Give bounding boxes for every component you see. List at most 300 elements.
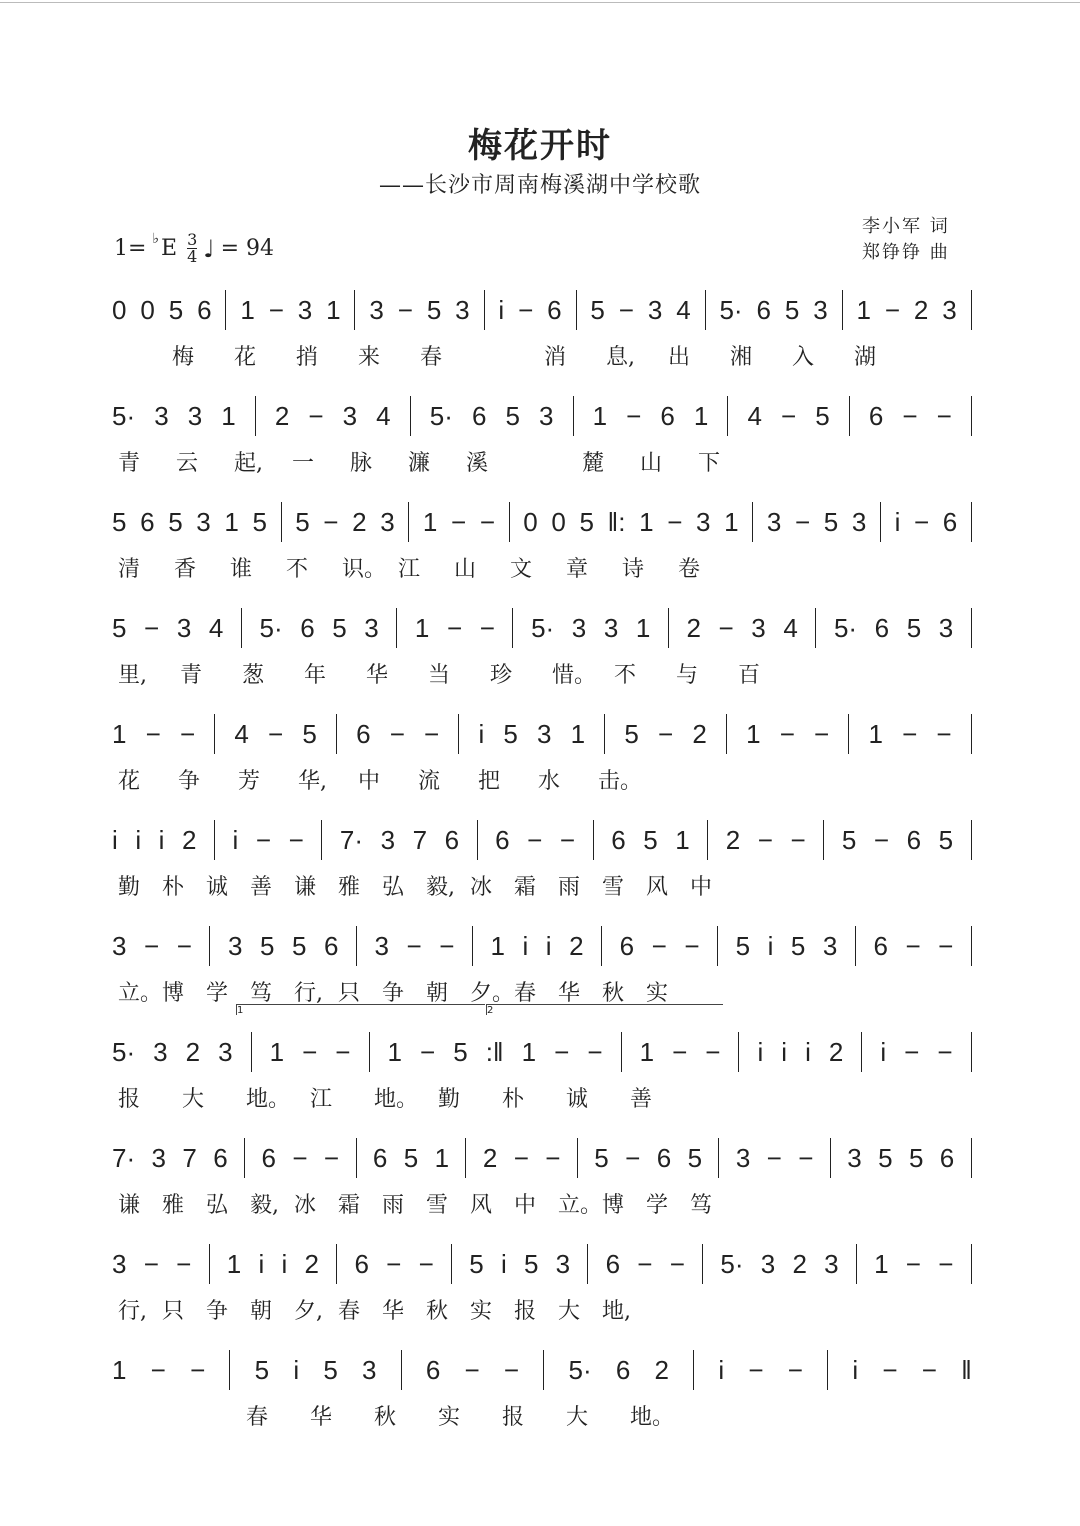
note: − [288,824,304,855]
note: − [464,1354,480,1385]
note: 5 [594,1142,609,1173]
note: − [938,1248,954,1279]
note: 4 [747,400,762,431]
lyrics-row [110,1082,990,1112]
note: 2 [274,400,290,431]
note: − [766,1142,782,1173]
barline [971,608,972,648]
barline [241,608,242,648]
note: 4 [376,400,391,431]
lyric-syllable: 秋 [602,981,625,1006]
lyric-syllable: 学 [646,1193,669,1218]
note: 5· [720,1248,744,1279]
lyric-syllable: 春 [246,1405,269,1430]
barline [726,714,727,754]
note: 5 [790,930,806,961]
barline [573,396,574,436]
lyric-syllable: 水 [538,769,561,794]
barline [601,926,602,966]
note: 3 [153,1036,168,1067]
barline [209,926,210,966]
note: 7· [112,1142,136,1173]
note: 6 [611,824,626,855]
barline [577,1138,578,1178]
barline [971,502,972,542]
note: 3 [766,506,782,537]
note: 1 [856,294,871,325]
note: − [323,506,339,537]
note: 6 [425,1354,441,1385]
note: − [323,1142,340,1173]
note: 5· [112,1036,136,1067]
barline [971,396,972,436]
barline [214,820,215,860]
lyrics-row [110,870,990,900]
score-row [112,1242,972,1286]
lyric-syllable: 朴 [162,875,185,900]
note: 5· [429,400,453,431]
note: i [232,824,239,855]
lyric-syllable: 大 [566,1405,589,1430]
note: 3 [374,930,389,961]
lyric-syllable: 江 [310,1087,333,1112]
note: i [500,1248,507,1279]
barline [668,608,669,648]
lyrics-row [110,658,990,688]
lyric-syllable: 湖 [854,345,877,370]
note: 1 [874,1248,889,1279]
barline [356,1138,357,1178]
note: − [936,400,952,431]
note: − [424,718,440,749]
lyric-syllable: 流 [418,769,441,794]
note: − [420,1036,436,1067]
lyric-syllable: 大 [558,1299,581,1324]
lyric-syllable: 与 [676,663,699,688]
note: 0 [551,506,566,537]
note: − [618,294,634,325]
note: − [790,824,806,855]
barline: ‖: [607,506,626,537]
note: − [176,930,192,961]
note: 3 [455,294,470,325]
note: − [718,612,734,643]
note: 7 [182,1142,197,1173]
note: 1 [414,612,430,643]
lyric-syllable: 来 [358,345,381,370]
note: 5 [453,1036,468,1067]
lyric-syllable: 笃 [250,981,273,1006]
barline [855,926,856,966]
note: 2 [913,294,929,325]
note: − [144,612,160,643]
lyric-syllable: 地, [602,1299,631,1324]
note: − [255,824,272,855]
barline [576,290,577,330]
note: 3 [196,506,211,537]
note: − [787,1354,803,1385]
lyric-syllable: 击。 [598,769,643,794]
note: i [281,1248,288,1279]
barline [971,1032,972,1072]
lyric-syllable: 实 [438,1405,461,1430]
note: 3 [813,294,828,325]
lyric-syllable: 冰 [470,875,493,900]
note: 5 [291,930,307,961]
note: 6 [939,1142,955,1173]
note: − [518,294,534,325]
lyric-syllable: 花 [234,345,257,370]
note: 1 [639,506,654,537]
top-rule [0,2,1080,3]
note: 5 [579,506,594,537]
lyric-syllable: 华 [366,663,389,688]
barline [815,608,816,648]
lyric-syllable: 实 [470,1299,493,1324]
barline: ‖ [961,1354,972,1385]
lyric-syllable: 雨 [382,1193,405,1218]
lyric-syllable: 息, [606,345,635,370]
note: 6 [323,930,339,961]
note: 6 [619,930,635,961]
note: 6 [656,1142,672,1173]
lyric-syllable: 春 [420,345,443,370]
lyric-syllable: 只 [162,1299,185,1324]
lyric-syllable: 地。 [246,1087,291,1112]
lyric-syllable: 雅 [162,1193,185,1218]
lyric-syllable: 风 [470,1193,493,1218]
lyrics-row [110,552,990,582]
note: − [179,718,196,749]
note: 3 [603,612,619,643]
note: 2 [654,1354,669,1385]
note: − [672,1036,688,1067]
note: 1 [724,506,739,537]
note: 6 [197,294,212,325]
lyric-syllable: 弘 [382,875,405,900]
lyric-syllable: 博 [162,981,185,1006]
note: − [626,400,642,431]
note: 5 [784,294,800,325]
note: − [658,718,674,749]
lyric-syllable: 诚 [206,875,229,900]
barline [321,820,322,860]
barline [727,396,728,436]
barline [451,1244,452,1284]
note: i [478,718,485,749]
lyric-syllable: 弘 [206,1193,229,1218]
note: − [190,1354,206,1385]
note: − [545,1142,561,1173]
score-row [112,818,972,862]
note: 6 [356,718,371,749]
note: i [718,1354,725,1385]
note: − [794,506,811,537]
note: − [302,1036,318,1067]
key-signature [114,232,274,265]
lyric-syllable: 学 [206,981,229,1006]
barline: :‖ [485,1036,504,1067]
barline [401,1350,402,1390]
note: 3 [696,506,711,537]
note: − [559,824,576,855]
barline [752,502,753,542]
note: 6 [372,1142,388,1173]
note: 0 [140,294,155,325]
note: 5 [815,400,830,431]
note: − [873,824,890,855]
score-row [112,606,972,650]
lyric-syllable: 年 [304,663,327,688]
lyric-syllable: 毅, [426,875,455,900]
lyric-syllable: 秋 [426,1299,449,1324]
note: 6 [942,506,958,537]
note: i [767,930,774,961]
lyric-syllable: 里, [118,663,147,688]
note: − [902,400,918,431]
note: i [781,1036,788,1067]
note: − [779,718,795,749]
note: − [937,1036,953,1067]
lyric-syllable: 濂 [408,451,431,476]
note: 5 [735,930,751,961]
note: 2 [686,612,701,643]
lyric-syllable: 香 [174,557,197,582]
note: 1 [570,718,586,749]
note: − [913,506,930,537]
note: 5 [168,506,183,537]
lyric-syllable: 湘 [730,345,753,370]
note: 1 [269,1036,285,1067]
barline [229,1350,230,1390]
lyric-syllable: 下 [698,451,721,476]
barline [214,714,215,754]
note: 1 [746,718,761,749]
volta-bracket-2: 2 [486,1004,723,1015]
score-row [112,500,972,544]
barline [971,290,972,330]
note: 5 [505,400,520,431]
note: 1 [868,718,883,749]
note: 3 [342,400,358,431]
note: 1 [635,612,651,643]
note: 5 [687,1142,703,1173]
note: 6 [213,1142,228,1173]
note: 7 [412,824,428,855]
note: i [852,1354,859,1385]
note: − [389,718,405,749]
lyric-syllable: 地。 [374,1087,419,1112]
lyrics-row [110,1294,990,1324]
lyric-syllable: 夕。 [470,981,515,1006]
note: 3 [938,612,954,643]
note: − [625,1142,641,1173]
note: − [921,1354,937,1385]
lyric-syllable: 谦 [118,1193,141,1218]
note: − [145,718,161,749]
lyric-syllable: 雅 [338,875,361,900]
note: i [545,930,552,961]
note: 6 [873,930,888,961]
lyric-syllable: 把 [478,769,501,794]
barline [971,714,972,754]
note: 3 [112,930,127,961]
note: 5 [254,1354,270,1385]
barline [356,926,357,966]
note: 4 [676,294,691,325]
note: 5· [259,612,283,643]
time-signature: $\frac{3}{4}$ [187,230,198,266]
note: 6 [868,400,884,431]
note: i [258,1248,265,1279]
lyric-syllable: 山 [454,557,477,582]
note: 1 [224,506,239,537]
note: − [527,824,543,855]
barline [408,502,409,542]
note: 6 [140,506,155,537]
note: 6 [354,1248,369,1279]
note: − [554,1036,570,1067]
lyric-syllable: 花 [118,769,141,794]
lyric-syllable: 中 [690,875,713,900]
lyric-syllable: 春 [338,1299,361,1324]
note: 3 [735,1142,751,1173]
note: 6 [660,400,675,431]
barline [477,820,478,860]
note: 3 [187,400,203,431]
barline [255,396,256,436]
barline [484,290,485,330]
lyric-syllable: 华 [310,1405,333,1430]
note: 6 [874,612,890,643]
note: − [587,1036,603,1067]
lyrics-row [110,764,990,794]
lyric-syllable: 谁 [230,557,253,582]
barline [823,820,824,860]
note: 5 [624,718,639,749]
note: − [150,1354,166,1385]
barline [369,1032,370,1072]
note: 4 [234,718,249,749]
lyric-syllable: 文 [510,557,533,582]
note: 5 [426,294,442,325]
note: 2 [725,824,741,855]
barline [971,926,972,966]
note: − [684,930,700,961]
note: 3 [751,612,766,643]
note: − [884,294,900,325]
lyric-syllable: 霜 [338,1193,361,1218]
note: 5 [112,506,127,537]
note: 6 [756,294,771,325]
lyric-syllable: 雪 [426,1193,449,1218]
lyric-syllable: 华 [382,1299,405,1324]
note: 3 [851,506,867,537]
note: − [479,506,495,537]
note: − [439,930,455,961]
note: − [814,718,830,749]
lyric-syllable: 争 [206,1299,229,1324]
barline [718,1138,719,1178]
note: 3 [364,612,379,643]
note: − [397,294,413,325]
note: 5 [323,1354,338,1385]
note: − [308,400,324,431]
lyric-syllable: 行, [118,1299,147,1324]
barline [738,1032,739,1072]
note: 3 [112,1248,127,1279]
lyric-syllable: 清 [118,557,141,582]
note: 5 [112,612,127,643]
note: − [335,1036,351,1067]
note: − [936,718,952,749]
note: 5 [590,294,605,325]
lyric-syllable: 行, [294,981,323,1006]
note: i [112,824,118,855]
barline [717,926,718,966]
barline [209,1244,210,1284]
note: 3 [380,506,395,537]
note: 6 [495,824,510,855]
lyric-syllable: 争 [382,981,405,1006]
note: 5 [403,1142,419,1173]
note: 6 [261,1142,276,1173]
note: 2 [482,1142,498,1173]
lyric-syllable: 立。 [118,981,163,1006]
composer-credit: 郑铮铮 曲 [862,242,950,263]
note: i [880,1036,887,1067]
barline [842,290,843,330]
note: 3 [227,930,243,961]
lyric-syllable: 朴 [502,1087,525,1112]
score-row [112,1348,972,1392]
note: − [446,612,463,643]
lyric-syllable: 博 [602,1193,625,1218]
lyric-syllable: 不 [614,663,637,688]
lyric-syllable: 芳 [238,769,261,794]
note: 5 [908,1142,924,1173]
lyrics-row [110,340,990,370]
flat-symbol: ♭ [152,230,160,247]
barline [336,714,337,754]
note: 6 [547,294,562,325]
lyric-syllable: 朝 [250,1299,273,1324]
lyric-syllable: 雪 [602,875,625,900]
note: 3 [571,612,587,643]
lyric-syllable: 毅, [250,1193,279,1218]
lyric-syllable: 当 [428,663,451,688]
note: 2 [185,1036,201,1067]
note: − [637,1248,653,1279]
note: − [144,930,160,961]
note: − [479,612,495,643]
note: 5 [643,824,658,855]
note: 1 [592,400,608,431]
note: 5 [938,824,954,855]
note: 6 [615,1354,631,1385]
note: 4 [208,612,224,643]
lyric-syllable: 惜。 [552,663,597,688]
lyrics-row [110,976,990,1006]
note: − [905,1248,921,1279]
barline [410,396,411,436]
barline [465,1138,466,1178]
note: 1 [326,294,341,325]
lyric-syllable: 朝 [426,981,449,1006]
barline [225,290,226,330]
lyric-syllable: 善 [250,875,273,900]
lyric-syllable: 善 [630,1087,653,1112]
